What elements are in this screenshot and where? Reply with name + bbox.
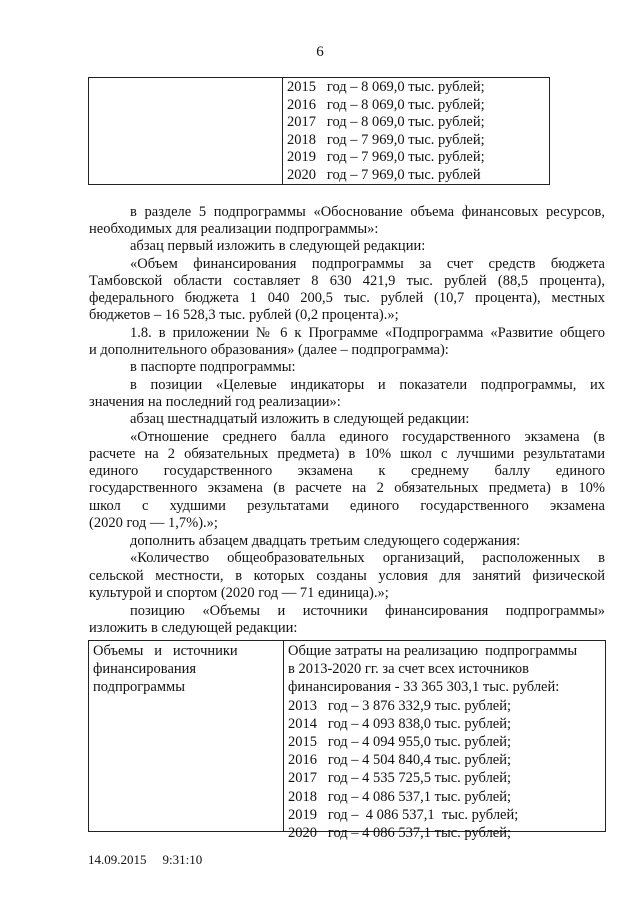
text-line: дополнить абзацем двадцать третьим следующего содержания: [130,533,521,549]
text-line: единого государственного экзамена к среднему баллу единого [89,463,605,479]
text-line: значения на последний год реализации»: [89,394,341,410]
text-line: сельской местности, в которых созданы условия для занятий физической [89,568,605,584]
cell-line: Объемы и источники [93,643,238,659]
text-line: «Отношение среднего балла единого государственного экзамена (в [130,429,605,445]
table-row: 2014 год – 4 093 838,0 тыс. рублей; [288,715,512,732]
funding-years-column [287,79,547,185]
text-line: необходимых для реализации подпрограммы»: [89,221,379,237]
table-row: 2017 год – 8 069,0 тыс. рублей; [287,114,485,131]
text-line: «Количество общеобразовательных организаций, расположенных в [130,550,605,566]
text-line: федерального бюджета 1 040 200,5 тыс. рублей (10,7 процента), местных [89,290,605,306]
cell-line: в 2013-2020 гг. за счет всех источников [288,661,529,678]
table-row: 2020 год – 7 969,0 тыс. рублей [287,166,481,183]
table-row: 2015 год – 4 094 955,0 тыс. рублей; [288,734,512,751]
text-line: абзац первый изложить в следующей редакции: [130,238,426,254]
text-line: в позиции «Целевые индикаторы и показатели подпрограммы, их [130,377,605,393]
text-line: в разделе 5 подпрограммы «Обоснование объема финансовых ресурсов, [130,204,605,220]
table-row: 2017 год – 4 535 725,5 тыс. рублей; [288,770,512,787]
text-line: школ с худшими результатами единого государственного экзамена [89,498,605,514]
text-line: и дополнительного образования» (далее – подпрограмма): [89,342,449,358]
table-row: 2018 год – 4 086 537,1 тыс. рублей; [288,788,512,805]
text-line: (2020 год — 1,7%).»; [89,515,218,531]
text-line: государственного экзамена (в расчете на 2 обязательных предмета) в 10% [89,480,605,496]
table-row: 2016 год – 8 069,0 тыс. рублей; [287,96,485,113]
table-row: 2016 год – 4 504 840,4 тыс. рублей; [288,752,512,769]
cell-line: финансирования - 33 365 303,1 тыс. рублей: [288,679,560,696]
page-number: 6 [316,44,324,60]
table-row: 2013 год – 3 876 332,9 тыс. рублей; [288,697,512,714]
print-time: 9:31:10 [162,852,203,867]
table-row: 2020 год – 4 086 537,1 тыс. рублей; [288,825,512,842]
cell-line: подпрограммы [93,679,185,695]
table-row: 2019 год – 4 086 537,1 тыс. рублей; [288,806,519,823]
text-line: Тамбовской области составляет 8 630 421,9 тыс. рублей (88,5 процента), [89,273,605,289]
text-line: расчете на 2 обязательных предмета) в 10% школ с лучшими результатами [89,446,605,462]
funding-table-continued [88,77,550,185]
funding-passport-table [88,640,606,842]
text-line: абзац шестнадцатый изложить в следующей редакции: [130,411,470,427]
table-column-divider [283,641,284,831]
cell-line: Общие затраты на реализацию подпрограммы [288,643,578,659]
text-line: в паспорте подпрограммы: [130,359,296,375]
table-column-divider [282,78,283,184]
table-row: 2019 год – 7 969,0 тыс. рублей; [287,149,485,166]
text-line: 1.8. в приложении № 6 к Программе «Подпрограмма «Развитие общего [130,325,605,341]
cell-line: финансирования [93,661,197,677]
print-timestamp [88,852,202,868]
position-name-cell [93,642,279,696]
text-line: позицию «Объемы и источники финансирования подпрограммы» [130,603,605,619]
funding-amounts-cell [288,642,601,842]
text-line: «Объем финансирования подпрограммы за счет средств бюджета [130,256,605,272]
table-row: 2015 год – 8 069,0 тыс. рублей; [287,79,485,95]
table-row: 2018 год – 7 969,0 тыс. рублей; [287,131,485,148]
print-date: 14.09.2015 [88,852,147,867]
text-line: изложить в следующей редакции: [89,620,298,636]
text-line: бюджетов – 16 528,3 тыс. рублей (0,2 процента).»; [89,307,399,323]
text-line: культурой и спортом (2020 год — 71 единица).»; [89,585,389,601]
